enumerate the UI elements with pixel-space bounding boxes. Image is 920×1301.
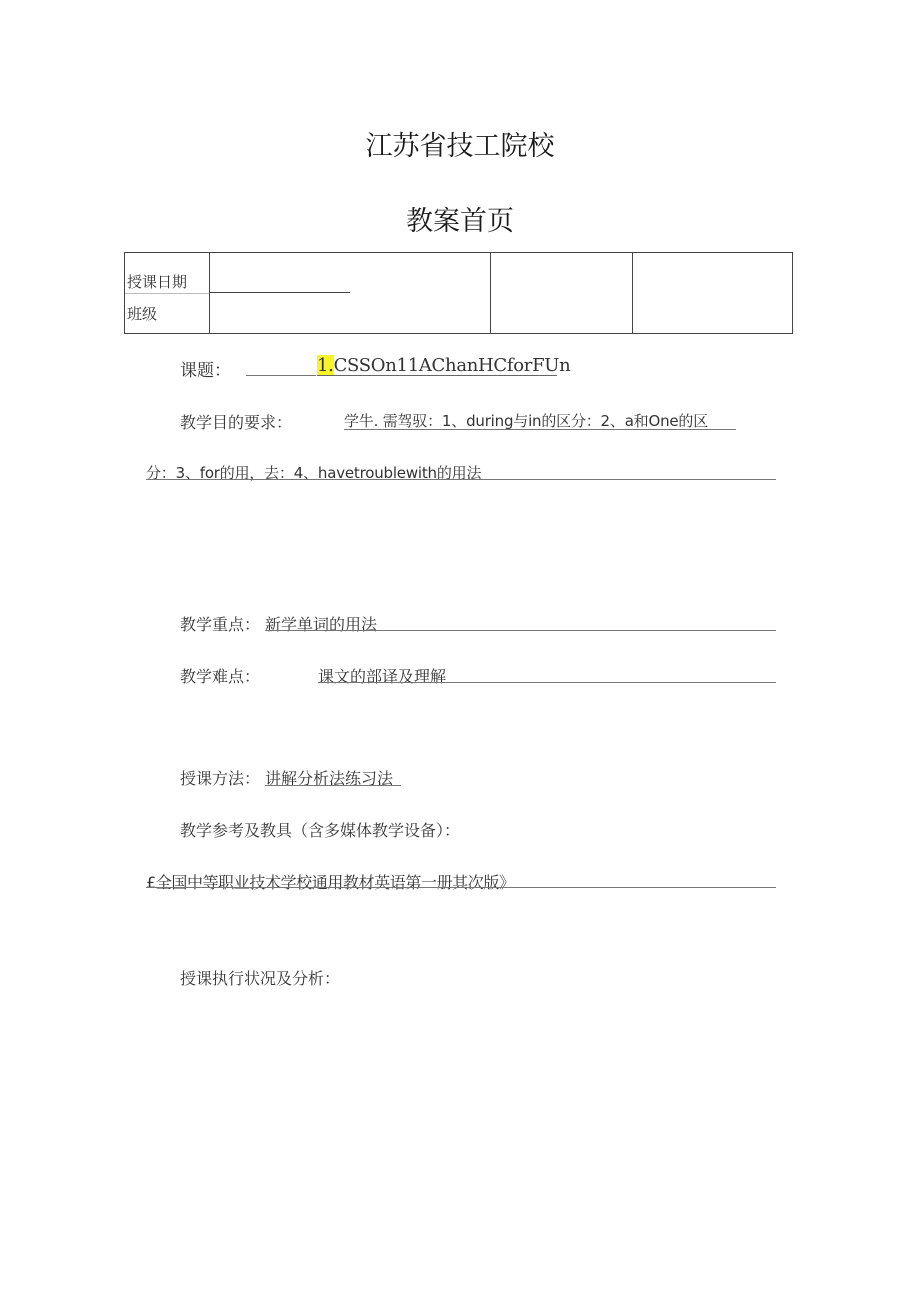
difficulties-label: 教学难点： <box>180 667 261 686</box>
date-value-cell <box>210 253 491 294</box>
date-label: 授课日期 <box>127 272 188 291</box>
topic-title-text: CSSOn11AChanHCforFUn <box>333 355 571 376</box>
key-points-value: 新学单词的用法 <box>265 615 378 634</box>
school-name: 江苏省技工院校 <box>365 131 555 162</box>
topic-value <box>317 355 570 376</box>
topic-underline-lead <box>246 375 316 376</box>
topic-highlight: 1. <box>317 355 334 376</box>
execution-label: 授课执行状况及分析： <box>180 969 341 988</box>
date-label-cell <box>125 253 210 294</box>
objectives-underline-1 <box>344 429 736 430</box>
class-label: 班级 <box>127 305 158 323</box>
key-points-label: 教学重点： <box>180 615 261 634</box>
objectives-line1: 学牛. 需驾驭：1、during与in的区分：2、a和One的区 <box>344 412 709 430</box>
empty-cell-2 <box>633 253 793 334</box>
methods-underline <box>265 785 401 786</box>
difficulties-value: 课文的部译及理解 <box>318 667 447 686</box>
methods-value: 讲解分析法练习法 <box>265 769 394 788</box>
references-underline <box>146 887 776 888</box>
key-points-underline <box>265 630 776 631</box>
info-table <box>124 252 793 334</box>
references-label: 教学参考及教具（含多媒体教学设备）： <box>180 821 461 840</box>
objectives-underline-2 <box>146 479 776 480</box>
objectives-label: 教学目的要求： <box>180 413 293 432</box>
objectives-line2: 分：3、for的用，去：4、havetroublewith的用法 <box>146 464 482 482</box>
doc-title: 教案首页 <box>406 206 514 237</box>
date-underline <box>210 292 350 293</box>
class-label-cell <box>125 294 210 334</box>
methods-label: 授课方法： <box>180 769 261 788</box>
topic-label: 课题： <box>180 361 231 381</box>
difficulties-underline <box>318 682 776 683</box>
topic-underline <box>317 375 557 376</box>
empty-cell-1 <box>491 253 633 334</box>
references-value: £全国中等职业技术学校通用教材英语第一册其次版》 <box>146 873 515 892</box>
class-value-cell <box>210 294 491 334</box>
